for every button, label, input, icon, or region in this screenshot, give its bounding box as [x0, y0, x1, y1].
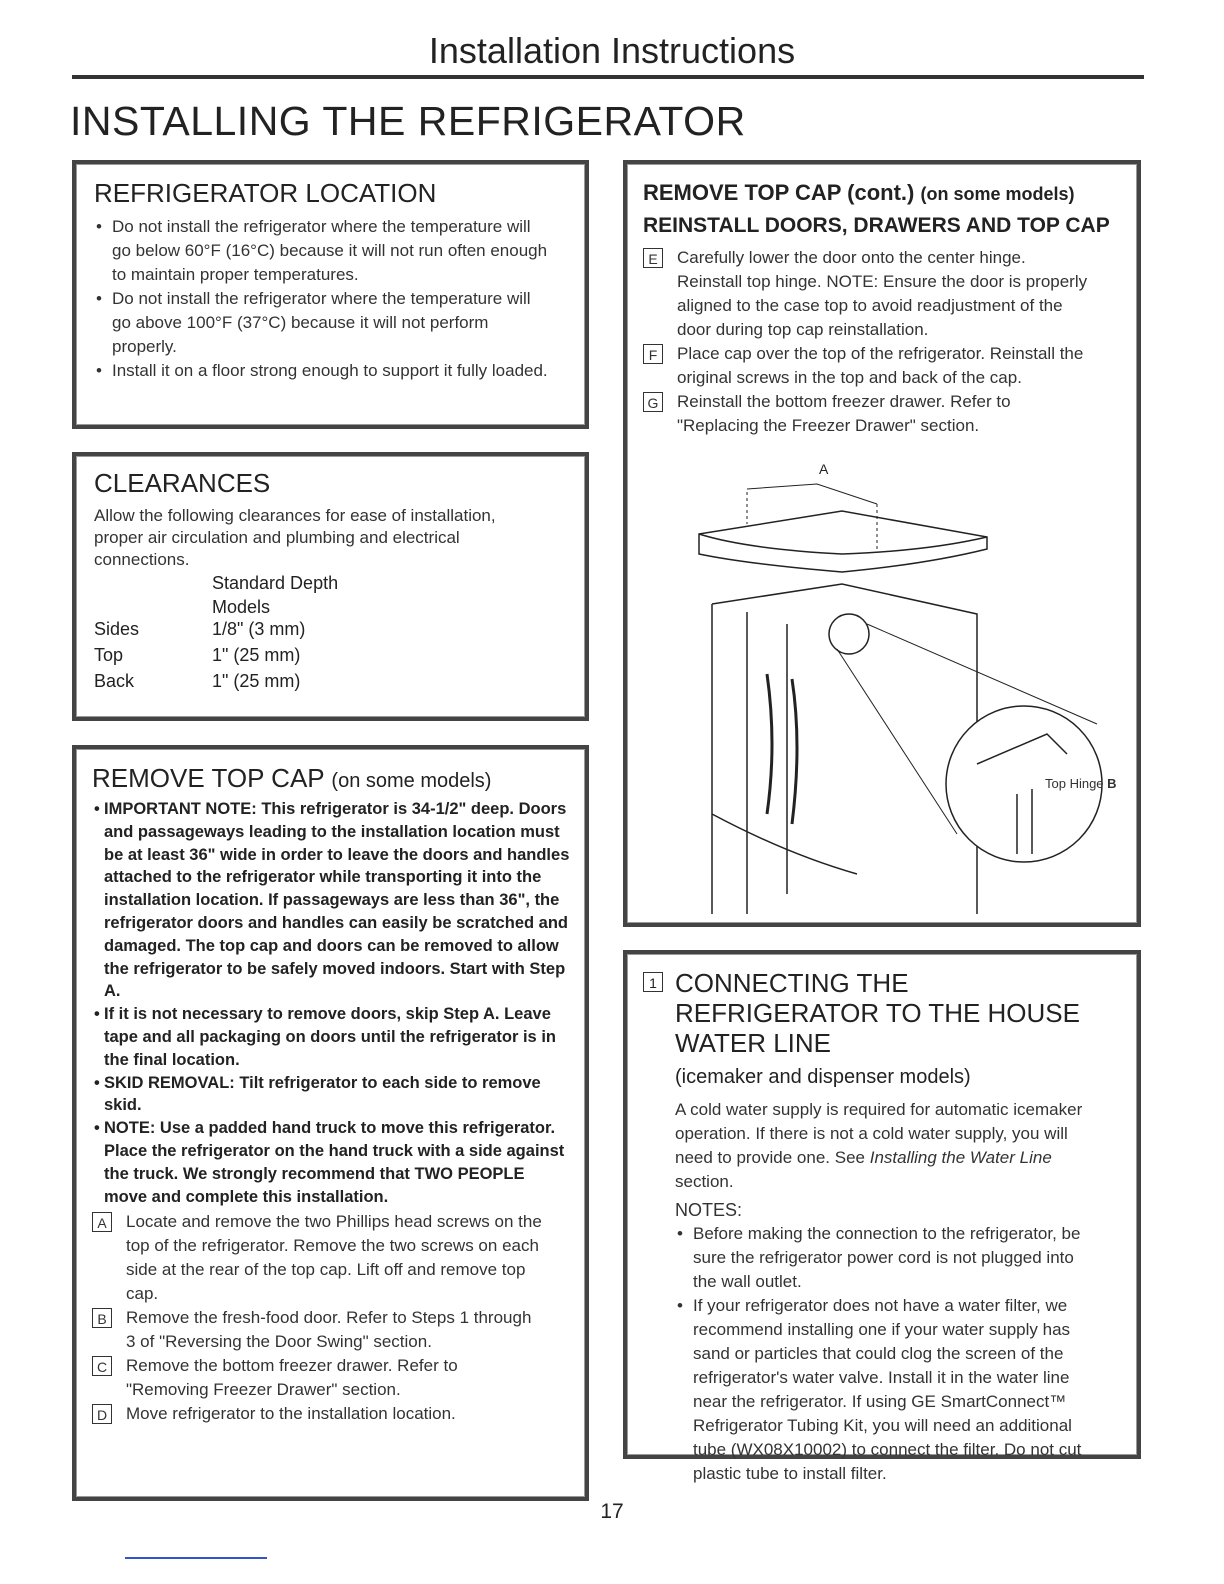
- header-rule: [72, 75, 1144, 79]
- step-letter: G: [643, 392, 663, 412]
- step-g: [643, 390, 1093, 438]
- step-note: Ensure the door is properly aligned to the case top to avoid readjustment of the door during top cap reinstallation.: [677, 272, 1088, 339]
- step-letter: B: [92, 1308, 112, 1328]
- step-text: Carefully lower the door onto the center hinge. Reinstall top hinge.: [677, 248, 1026, 291]
- section-title: REMOVE TOP CAP: [92, 763, 325, 793]
- step-text: Locate and remove the two Phillips head screws on the top of the refrigerator. Remove the two screws on each side at the rear of the top cap. Lift off and remove top cap.: [126, 1212, 542, 1304]
- step-a: [92, 1210, 542, 1306]
- section-title: CLEARANCES: [94, 468, 271, 498]
- top-cap-diagram: [627, 454, 1137, 914]
- list-item: • Before making the connection to the refrigerator, be sure the refrigerator power cord is not plugged into the wall outlet.: [675, 1222, 1085, 1294]
- footer-line: [125, 1557, 267, 1559]
- subtitle: REINSTALL DOORS, DRAWERS AND TOP CAP: [643, 214, 1110, 237]
- label-b: B: [1107, 776, 1117, 791]
- column-header: Standard Depth Models: [212, 573, 339, 617]
- step-text: Reinstall the bottom freezer drawer. Refer to "Replacing the Freezer Drawer" section.: [677, 392, 1011, 435]
- svg-text:Top Hinge B: [1045, 776, 1117, 791]
- clearances-intro: Allow the following clearances for ease of installation, proper air circulation and plumbing and electrical connections.: [94, 506, 496, 569]
- page-title: INSTALLING THE REFRIGERATOR: [70, 98, 746, 144]
- clearances-table: [94, 571, 352, 697]
- list-item: • IMPORTANT NOTE: This refrigerator is 34-1/2" deep. Doors and passageways leading to the installation location must be at least 36" wide in order to leave the doors and handles attached to the refrigerator while transporting it into the installation location. If passageways are less than 36", the refrigerator doors and handles can easily be scratched and damaged. The top cap and doors can be removed to allow the refrigerator to be safely moved indoors. Start with Step A.: [92, 798, 572, 1003]
- step-letter: E: [643, 248, 663, 268]
- step-text: Move refrigerator to the installation location.: [126, 1404, 456, 1424]
- list-item: • If it is not necessary to remove doors, skip Step A. Leave tape and all packaging on doors until the refrigerator is in the final location.: [92, 1003, 572, 1071]
- list-item: • Install it on a floor strong enough to support it fully loaded.: [94, 359, 549, 383]
- step-f: [643, 342, 1093, 390]
- note-label: NOTE:: [826, 272, 879, 291]
- remove-top-cap-cont-section: [623, 160, 1141, 927]
- section-title-suffix: (on some models): [920, 184, 1075, 204]
- step-number: 1: [643, 972, 663, 992]
- step-e: [643, 246, 1093, 342]
- table-row: Back 1" (25 mm): [94, 671, 301, 691]
- intro-text: A cold water supply is required for automatic icemaker operation. If there is not a cold water supply, you will need to provide one. See: [675, 1100, 1083, 1167]
- remove-top-cap-section: [72, 745, 589, 1501]
- table-row: Top 1" (25 mm): [94, 645, 301, 665]
- list-item: • SKID REMOVAL: Tilt refrigerator to each side to remove skid.: [92, 1072, 572, 1118]
- list-item: • If your refrigerator does not have a water filter, we recommend installing one if your water supply has sand or particles that could clog the screen of the refrigerator's water valve. Install it in the water line near the refrigerator. If using GE SmartConnect™ Refrigerator Tubing Kit, you will need an additional tube (WX08X10002) to connect the filter. Do not cut plastic tube to install filter.: [675, 1294, 1085, 1486]
- step-b: [92, 1306, 542, 1354]
- location-section: [72, 160, 589, 429]
- step-c: [92, 1354, 542, 1402]
- section-title: REFRIGERATOR LOCATION: [94, 178, 437, 208]
- step-text: Remove the fresh-food door. Refer to Steps 1 through 3 of "Reversing the Door Swing" section.: [126, 1308, 532, 1352]
- notes-label: NOTES:: [675, 1200, 743, 1220]
- page-number: 17: [600, 1500, 624, 1523]
- step-letter: D: [92, 1404, 112, 1424]
- table-row: Sides 1/8" (3 mm): [94, 619, 306, 639]
- section-title-suffix: (on some models): [331, 770, 492, 792]
- section-title: CONNECTING THE REFRIGERATOR TO THE HOUSE WATER LINE: [675, 968, 1080, 1058]
- step-letter: C: [92, 1356, 112, 1376]
- subtitle: (icemaker and dispenser models): [675, 1066, 971, 1088]
- label-a: A: [819, 461, 829, 477]
- intro-end: section.: [675, 1172, 734, 1191]
- page-header: Installation Instructions: [428, 30, 796, 71]
- step-d: [92, 1402, 542, 1426]
- clearances-section: [72, 452, 589, 721]
- step-letter: F: [643, 344, 663, 364]
- step-text: Place cap over the top of the refrigerator. Reinstall the original screws in the top and back of the cap.: [677, 344, 1084, 387]
- intro: [675, 1098, 1085, 1194]
- list-item: • Do not install the refrigerator where the temperature will go above 100°F (37°C) because it will not perform properly.: [94, 287, 549, 359]
- step-text: Remove the bottom freezer drawer. Refer to "Removing Freezer Drawer" section.: [126, 1356, 458, 1400]
- section-title: REMOVE TOP CAP (cont.): [643, 180, 915, 205]
- label-top-hinge: Top Hinge: [1045, 776, 1104, 791]
- list-item: • NOTE: Use a padded hand truck to move this refrigerator. Place the refrigerator on the hand truck with a side against the truck. We strongly recommend that TWO PEOPLE move and complete this installation.: [92, 1117, 572, 1208]
- water-line-section: [623, 950, 1141, 1483]
- list-item: • Do not install the refrigerator where the temperature will go below 60°F (16°C) because it will not run often enough to maintain proper temperatures.: [94, 215, 549, 287]
- step-letter: A: [92, 1212, 112, 1232]
- installing-link[interactable]: Installing the Water Line: [869, 1148, 1052, 1167]
